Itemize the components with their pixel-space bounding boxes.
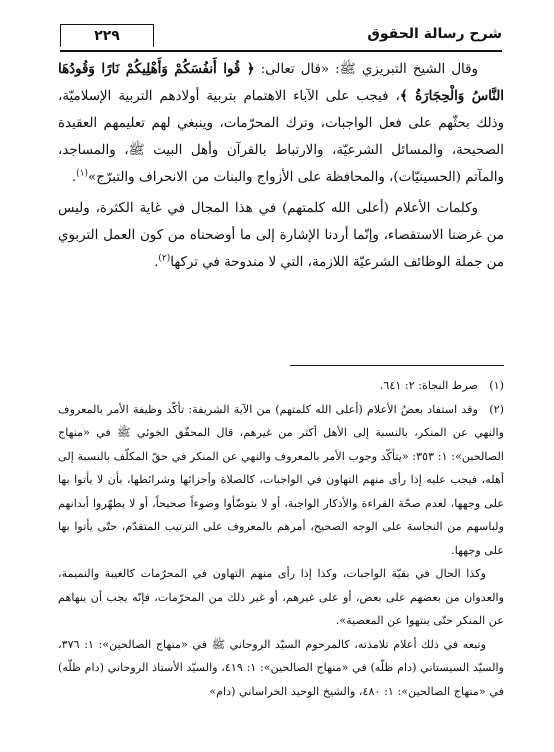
footnote-2-continuation: وكذا الحال في بقيّة الواجبات، وكذا إذا رأى منهم التهاون في المحرّمات كالغيبة والنميمة، والعدوان من بعضهم على بعض، أو على غيرهم، أو غير ذلك من المحرّمات، فإنّه يجب أن ينهاهم عن المنكر حتّى ينتهوا عن المعصية». <box>58 567 504 627</box>
page-number: ٢٢٩ <box>60 24 154 47</box>
paragraph-1-intro: وقال الشيخ التبريزي ﷺ: «قال تعالى: <box>254 62 478 77</box>
quran-verse: ﴿ قُوا أَنفُسَكُمْ وَأَهْلِيكُمْ نَارًا وَقُودُهَا النَّاسُ وَالْحِجَارَةُ ﴾ <box>58 61 504 104</box>
footnote-ref-1[interactable]: (١) <box>76 168 89 179</box>
paragraph-2-text: وكلمات الأعلام (أعلى الله كلمتهم) في هذا المجال في غاية الكثرة، وليس من غرضنا الاستقصاء، وإنّما أردنا الإشارة إلى ما أوضحناه من كون العمل التربوي من جملة الوظائف الشرعيّة اللازمة، التي لا مندوحة في تركها <box>58 201 504 270</box>
paragraph-2-end: . <box>154 255 159 270</box>
footnote-ref-2[interactable]: (٢) <box>158 253 171 264</box>
paragraph-1-text: ، فيجب على الآباء الاهتمام بتربية أولادهم التربية الإسلاميّة، وذلك بحثّهم على فعل الواجبات، وترك المحرّمات، وينبغي لهم تعليمهم العقيدة الصحيحة، والمسائل الشرعيّة، والارتباط بالقرآن وأهل البيت ﷺ، والمساجد، والمآتم (الحسينيّات)، والمحافظة على الأزواج والبنات من الانحراف والتبرّج» <box>58 89 504 185</box>
footnote-1 <box>58 374 504 398</box>
footnote-divider <box>290 365 504 366</box>
footnote-1-text: صرط النجاة: ٢: ٦٤١. <box>379 379 478 392</box>
paragraph-2 <box>58 195 504 276</box>
footnotes <box>58 374 504 703</box>
running-header <box>60 24 502 52</box>
footnote-2-text: وقد استفاد بعضُ الأعلام (أعلى الله كلمتهم) من الآية الشريفة: تأكّد وظيفة الأمر بالمعروف والنهي عن المنكر، بالنسبة إلى الأهل أكثر من غيرهم، قال المحقّق الخوئي ﷺ في «منهاج الصالحين»: ١: ٣٥٣: «يتأكّد وجوب الأمر بالمعروف والنهي عن المنكر في حقّ المكلّف بالنسبة إلى أهله، فيجب عليه إذا رأى منهم التهاون في الواجبات، كالصلاة وأجزائها وشرائطها، بأن لا يأتوا بها على وجهها، لعدم صحّة القراءة والأذكار الواجبة، أو لا يتوضّأوا وضوءاً صحيحاً، أو لا يطهّروا أبدانهم ولباسهم من النجاسة على الوجه الصحيح، أمرهم بالمعروف على الترتيب المتقدّم، حتّى يأتوا بها على وجهها. <box>58 402 504 557</box>
footnote-2-number: (٢) <box>489 402 504 416</box>
footnote-1-number: (١) <box>489 379 504 392</box>
footnote-2-followers: وتبعه في ذلك أعلام تلامذته، كالمرحوم السيّد الروحاني ﷺ في «منهاج الصالحين»: ١: ٣٧٦، والسيّد السيستاني (دام ظلّه) في «منهاج الصالحين»: ١: ٤١٩، والسيّد الأستاذ الروحاني (دام ظلّه) في «منهاج الصالحين»: ١: ٤٨٠، والشيخ الوحيد الخراساني (دام» <box>58 637 504 698</box>
paragraph-1 <box>58 56 504 191</box>
footnote-2 <box>58 398 504 563</box>
main-text <box>58 56 504 276</box>
paragraph-1-end: . <box>71 170 77 185</box>
running-header-title: شرح رسالة الحقوق <box>367 26 502 42</box>
